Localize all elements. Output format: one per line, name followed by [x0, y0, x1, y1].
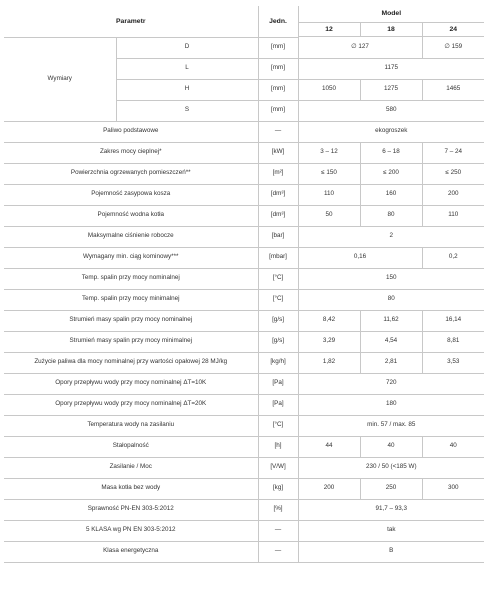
table-cell: ≤ 150	[298, 163, 360, 184]
parameter-name: D	[116, 37, 258, 58]
table-cell: 1275	[360, 79, 422, 100]
unit-cell: [mm]	[258, 79, 298, 100]
unit-cell: [mbar]	[258, 247, 298, 268]
parameter-name: S	[116, 100, 258, 121]
table-row	[4, 121, 484, 142]
table-cell: B	[298, 541, 484, 562]
table-cell: 1,82	[298, 352, 360, 373]
parameter-name: Paliwo podstawowe	[4, 121, 258, 142]
parameter-name: Zasilanie / Moc	[4, 457, 258, 478]
unit-cell: [m²]	[258, 163, 298, 184]
unit-cell: [kg]	[258, 478, 298, 499]
table-cell: 3,53	[422, 352, 484, 373]
table-cell: 0,16	[298, 247, 422, 268]
table-cell: ∅ 127	[298, 37, 422, 58]
table-cell: 50	[298, 205, 360, 226]
table-cell: 110	[298, 184, 360, 205]
table-cell: 8,42	[298, 310, 360, 331]
unit-cell: [kW]	[258, 142, 298, 163]
parameter-name: Zużycie paliwa dla mocy nominalnej przy wartości opałowej 28 MJ/kg	[4, 352, 258, 373]
table-row	[4, 247, 484, 268]
unit-cell: [mm]	[258, 100, 298, 121]
table-row	[4, 457, 484, 478]
group-label-wymiary: Wymiary	[4, 37, 116, 121]
unit-cell: [Pa]	[258, 394, 298, 415]
unit-cell: —	[258, 541, 298, 562]
table-cell: ≤ 250	[422, 163, 484, 184]
unit-cell: [Pa]	[258, 373, 298, 394]
table-cell: 150	[298, 268, 484, 289]
unit-cell: [%]	[258, 499, 298, 520]
table-cell: 80	[360, 205, 422, 226]
table-cell: 2	[298, 226, 484, 247]
table-cell: 3 – 12	[298, 142, 360, 163]
table-cell: 180	[298, 394, 484, 415]
table-cell: 230 / 50 (<185 W)	[298, 457, 484, 478]
parameter-name: Zakres mocy cieplnej*	[4, 142, 258, 163]
table-cell: 250	[360, 478, 422, 499]
table-cell: 0,2	[422, 247, 484, 268]
header-model-12: 12	[298, 23, 360, 37]
unit-cell: [°C]	[258, 289, 298, 310]
table-cell: min. 57 / max. 85	[298, 415, 484, 436]
unit-cell: [dm³]	[258, 205, 298, 226]
table-row	[4, 163, 484, 184]
table-cell: 580	[298, 100, 484, 121]
unit-cell: [°C]	[258, 415, 298, 436]
table-row	[4, 184, 484, 205]
header-model-18: 18	[360, 23, 422, 37]
parameter-name: Wymagany min. ciąg kominowy***	[4, 247, 258, 268]
table-cell: 720	[298, 373, 484, 394]
table-row	[4, 310, 484, 331]
table-cell: 110	[422, 205, 484, 226]
unit-cell: [mm]	[258, 37, 298, 58]
parameter-name: L	[116, 58, 258, 79]
parameter-name: 5 KLASA wg PN EN 303-5:2012	[4, 520, 258, 541]
table-cell: 91,7 – 93,3	[298, 499, 484, 520]
parameter-name: Temperatura wody na zasilaniu	[4, 415, 258, 436]
parameter-name: Masa kotła bez wody	[4, 478, 258, 499]
parameter-name: H	[116, 79, 258, 100]
parameter-name: Powierzchnia ogrzewanych pomieszczeń**	[4, 163, 258, 184]
table-cell: 40	[360, 436, 422, 457]
table-cell: tak	[298, 520, 484, 541]
table-cell: 160	[360, 184, 422, 205]
table-cell: 80	[298, 289, 484, 310]
table-row	[4, 352, 484, 373]
unit-cell: —	[258, 520, 298, 541]
table-row	[4, 268, 484, 289]
table-row	[4, 541, 484, 562]
table-cell: ekogroszek	[298, 121, 484, 142]
table-row	[4, 478, 484, 499]
table-cell: 11,62	[360, 310, 422, 331]
table-cell: 1465	[422, 79, 484, 100]
table-row	[4, 520, 484, 541]
table-cell: 7 – 24	[422, 142, 484, 163]
table-cell: 200	[422, 184, 484, 205]
table-cell: 16,14	[422, 310, 484, 331]
unit-cell: [g/s]	[258, 310, 298, 331]
unit-cell: [h]	[258, 436, 298, 457]
table-row	[4, 142, 484, 163]
table-cell: 4,54	[360, 331, 422, 352]
table-cell: 1050	[298, 79, 360, 100]
table-body	[4, 37, 484, 562]
table-cell: 200	[298, 478, 360, 499]
table-cell: ∅ 159	[422, 37, 484, 58]
parameter-name: Temp. spalin przy mocy minimalnej	[4, 289, 258, 310]
table-row	[4, 205, 484, 226]
unit-cell: [bar]	[258, 226, 298, 247]
parameter-name: Opory przepływu wody przy mocy nominalnej ΔT=10K	[4, 373, 258, 394]
table-cell: ≤ 200	[360, 163, 422, 184]
unit-cell: [V/W]	[258, 457, 298, 478]
parameter-name: Strumień masy spalin przy mocy minimalnej	[4, 331, 258, 352]
parameter-name: Sprawność PN-EN 303-5:2012	[4, 499, 258, 520]
table-row	[4, 226, 484, 247]
unit-cell: —	[258, 121, 298, 142]
header-jedn: Jedn.	[258, 6, 298, 37]
table-row	[4, 436, 484, 457]
table-row	[4, 331, 484, 352]
unit-cell: [kg/h]	[258, 352, 298, 373]
table-cell: 44	[298, 436, 360, 457]
parameter-name: Pojemność wodna kotła	[4, 205, 258, 226]
table-row	[4, 289, 484, 310]
parameter-name: Temp. spalin przy mocy nominalnej	[4, 268, 258, 289]
unit-cell: [mm]	[258, 58, 298, 79]
parameter-name: Stałopalność	[4, 436, 258, 457]
header-model-24: 24	[422, 23, 484, 37]
table-row	[4, 373, 484, 394]
table-cell: 1175	[298, 58, 484, 79]
table-row	[4, 394, 484, 415]
table-row	[4, 499, 484, 520]
unit-cell: [g/s]	[258, 331, 298, 352]
table-cell: 8,81	[422, 331, 484, 352]
specification-table	[4, 6, 484, 563]
table-cell: 2,81	[360, 352, 422, 373]
parameter-name: Opory przepływu wody przy mocy nominalnej ΔT=20K	[4, 394, 258, 415]
header-parametr: Parametr	[4, 6, 258, 37]
table-cell: 3,29	[298, 331, 360, 352]
table-cell: 300	[422, 478, 484, 499]
table-row	[4, 37, 484, 58]
parameter-name: Strumień masy spalin przy mocy nominalnej	[4, 310, 258, 331]
header-model: Model	[298, 6, 484, 23]
parameter-name: Maksymalne ciśnienie robocze	[4, 226, 258, 247]
parameter-name: Klasa energetyczna	[4, 541, 258, 562]
unit-cell: [dm³]	[258, 184, 298, 205]
unit-cell: [°C]	[258, 268, 298, 289]
table-cell: 6 – 18	[360, 142, 422, 163]
table-cell: 40	[422, 436, 484, 457]
table-row	[4, 415, 484, 436]
parameter-name: Pojemność zasypowa kosza	[4, 184, 258, 205]
